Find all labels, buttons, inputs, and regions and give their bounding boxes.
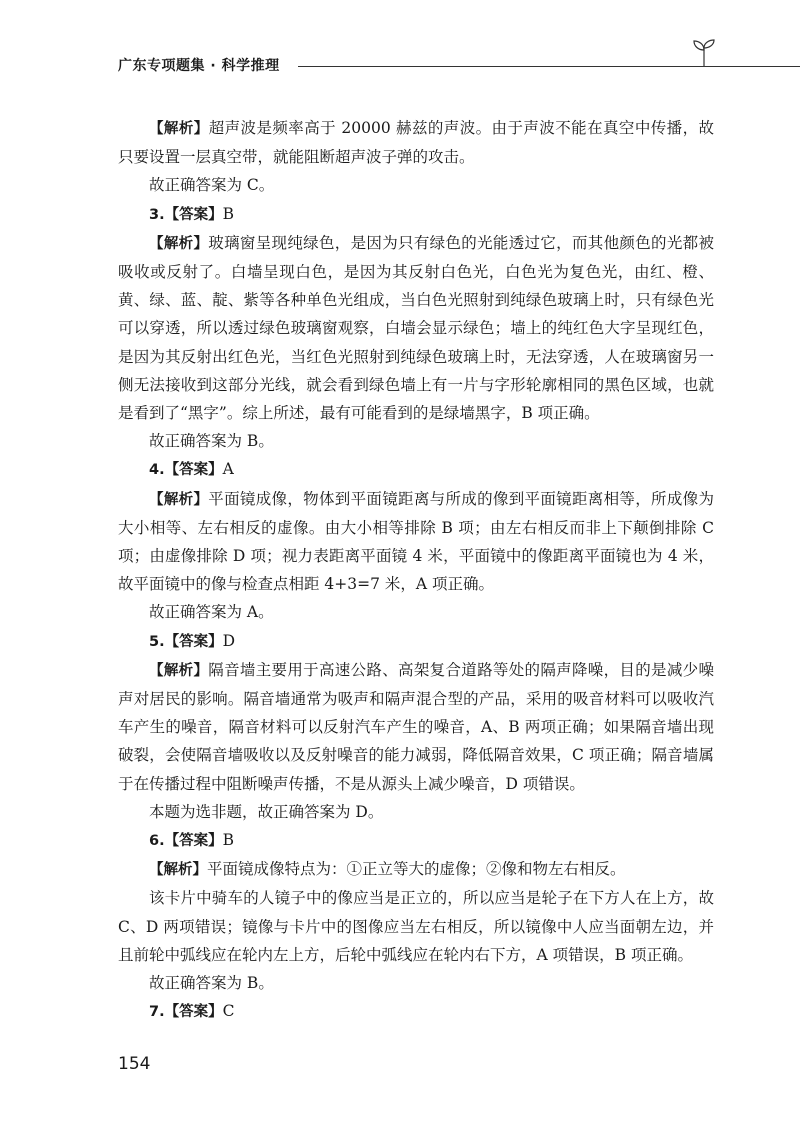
header-rule [298,66,800,67]
paragraph-tag: 7.【答案】 [149,1004,223,1021]
labeled-paragraph [118,855,714,884]
paragraph-tag: 【解析】 [149,121,209,137]
paragraph-text: C [222,1002,235,1021]
labeled-paragraph [118,200,714,229]
labeled-paragraph [118,114,714,171]
paragraph-tag: 4.【答案】 [149,462,223,479]
labeled-paragraph [118,656,714,798]
labeled-paragraph [118,997,714,1026]
paragraph-tag: 5.【答案】 [149,633,223,650]
paragraph-tag: 【解析】 [149,235,209,252]
labeled-paragraph [118,229,714,427]
paragraph-tag: 【解析】 [149,862,207,879]
paragraph-text: 本题为选非题，故正确答案为 D。 [149,802,384,821]
paragraph-text: 平面镜成像，物体到平面镜距离与所成的像到平面镜距离相等，所成像为大小相等、左右相反的虚像。由大小相等排除 B 项；由左右相反而非上下颠倒排除 C 项；由虚像排除 D 项；视力表距离平面镜 4 米，平面镜中的像距离平面镜也为 4 米，故平面镜中的像与检查点相距 4+3=7 米，A 项正确。 [118,489,714,594]
text-paragraph [118,171,714,199]
paragraph-text: 平面镜成像特点为：①正立等大的虚像；②像和物左右相反。 [207,860,626,879]
answer-explanations [118,114,714,1027]
paragraph-tag: 【解析】 [149,662,209,679]
paragraph-text: B [222,831,234,850]
labeled-paragraph [118,455,714,484]
text-paragraph [118,884,714,969]
paragraph-text: 故正确答案为 B。 [149,974,274,993]
labeled-paragraph [118,485,714,599]
paragraph-text: 故正确答案为 A。 [149,603,274,622]
paragraph-text: 该卡片中骑车的人镜子中的像应当是正立的，所以应当是轮子在下方人在上方，故 C、D 两项错误；镜像与卡片中的图像应当左右相反，所以镜像中人应当面朝左边，并且前轮中弧线应在轮内左上方，后轮中弧线应在轮内右下方，A 项错误，B 项正确。 [118,889,714,964]
labeled-paragraph [118,627,714,656]
text-paragraph [118,598,714,626]
text-paragraph [118,427,714,455]
text-paragraph [118,798,714,826]
paragraph-tag: 【解析】 [149,491,209,508]
text-paragraph [118,969,714,997]
running-header [118,55,718,79]
page-number: 154 [118,1054,151,1074]
paragraph-tag: 6.【答案】 [149,833,223,850]
paragraph-text: A [222,460,234,479]
paragraph-text: 故正确答案为 C。 [149,176,275,195]
paragraph-text: 故正确答案为 B。 [149,432,274,451]
paragraph-text: B [222,204,234,223]
book-title: 广东专项题集 · 科学推理 [118,58,280,74]
labeled-paragraph [118,826,714,855]
paragraph-tag: 3.【答案】 [149,206,223,223]
sprout-icon [690,38,718,68]
paragraph-text: 玻璃窗呈现纯绿色，是因为只有绿色的光能透过它，而其他颜色的光都被吸收或反射了。白墙呈现白色，是因为其反射白色光，白色光为复色光，由红、橙、黄、绿、蓝、靛、紫等各种单色光组成，当白色光照射到纯绿色玻璃上时，只有绿色光可以穿透，所以透过绿色玻璃窗观察，白墙会显示绿色；墙上的纯红色大字呈现红色，是因为其反射出红色光，当红色光照射到纯绿色玻璃上时，无法穿透，人在玻璃窗另一侧无法接收到这部分光线，就会看到绿色墙上有一片与字形轮廓相同的黑色区域，也就是看到了“黑字”。综上所述，最有可能看到的是绿墙黑字，B 项正确。 [118,233,714,423]
paragraph-text: 隔音墙主要用于高速公路、高架复合道路等处的隔声降噪，目的是减少噪声对居民的影响。隔音墙通常为吸声和隔声混合型的产品，采用的吸音材料可以吸收汽车产生的噪音，隔音材料可以反射汽车产生的噪音，A、B 两项正确；如果隔音墙出现破裂，会使隔音墙吸收以及反射噪音的能力减弱，降低隔音效果，C 项正确；隔音墙属于在传播过程中阻断噪声传播，不是从源头上减少噪音，D 项错误。 [118,660,714,793]
paragraph-text: D [222,631,236,650]
paragraph-text: 超声波是频率高于 20000 赫兹的声波。由于声波不能在真空中传播，故只要设置一层真空带，就能阻断超声波子弹的攻击。 [118,119,715,167]
